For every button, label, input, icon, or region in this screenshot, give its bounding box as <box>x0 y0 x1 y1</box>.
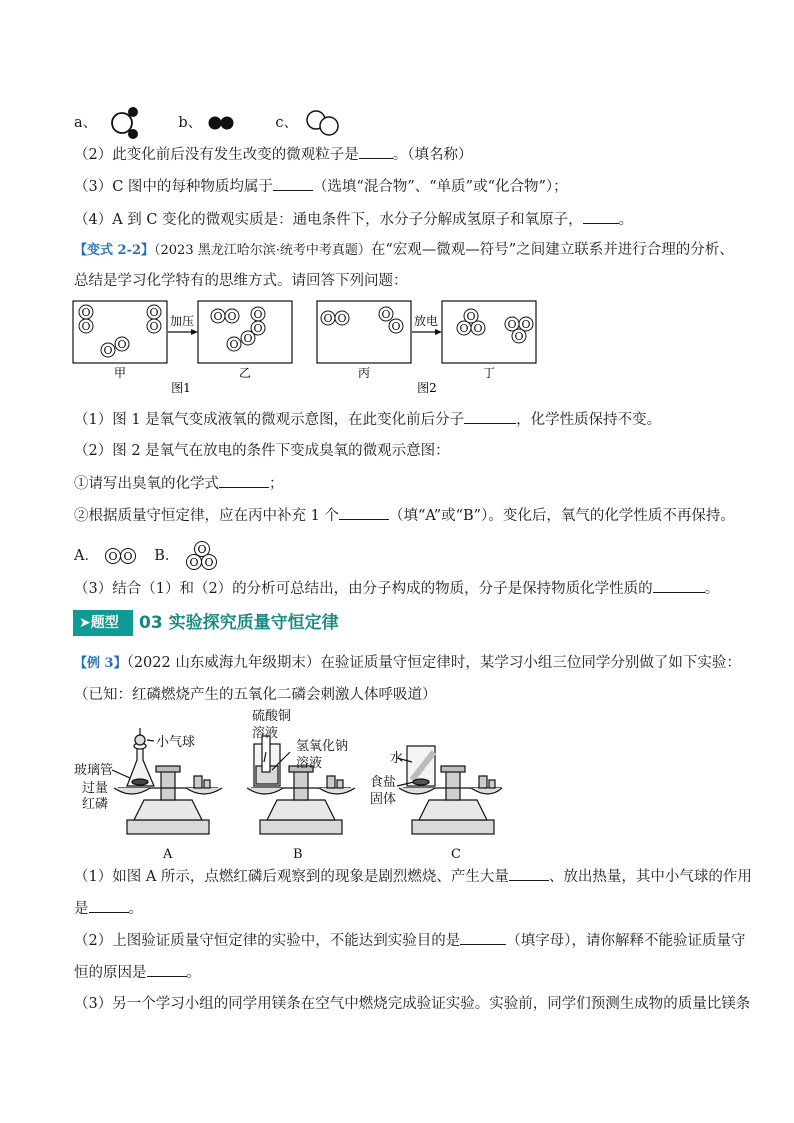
option-row <box>74 106 343 140</box>
section-tag: ➤题型 <box>73 610 133 636</box>
answer-blank[interactable] <box>583 209 619 224</box>
oxygen-atom-label: O <box>323 312 333 325</box>
section-banner <box>73 608 733 638</box>
eq1-line2: 是 <box>74 901 89 917</box>
label-A: A <box>163 847 173 862</box>
example-q1-line2 <box>74 898 143 919</box>
variant-q2a <box>74 473 284 494</box>
q4-text: （4）A 到 C 变化的微观实质是：通电条件下，水分子分解成氢原子和氧原子， <box>74 212 583 228</box>
eq2-line2-tail: 。 <box>186 965 201 981</box>
example-q3: （3）另一个学习小组的同学用镁条在空气中燃烧完成验证实验。实验前，同学们预测生成物的质量比镁条 <box>74 996 751 1012</box>
answer-blank[interactable] <box>509 866 549 881</box>
variant-q2: （2）图 2 是氧气在放电的条件下变成臭氧的微观示意图： <box>74 443 450 459</box>
option-a-label: a、 <box>74 115 98 131</box>
variant-source: （2023 黑龙江哈尔滨·统考中考真题） <box>154 243 371 258</box>
oxygen-atom-label: O <box>81 306 91 319</box>
question-4 <box>74 209 633 230</box>
label-jia: 甲 <box>113 366 127 380</box>
q4-tail: 。 <box>618 212 634 228</box>
eq1-text: （1）如图 A 所示，点燃红磷后观察到的现象是剧烈燃烧、产生大量 <box>74 869 509 885</box>
hydrogen-molecule-icon <box>207 113 237 133</box>
svg-text:O: O <box>123 550 133 563</box>
example-q1 <box>74 866 752 887</box>
label-bing: 丙 <box>357 366 371 380</box>
answer-blank[interactable] <box>460 930 506 945</box>
q2-text: （2）此变化前后没有发生改变的微观粒子是 <box>74 147 359 163</box>
arrow-2-label: 放电 <box>413 314 439 328</box>
oxygen-atom-label: O <box>473 322 483 335</box>
variant-q1 <box>74 409 661 430</box>
oxygen-atom-label: O <box>466 310 476 323</box>
vq3-text: （3）结合（1）和（2）的分析可总结出，由分子构成的物质，分子是保持物质化学性质的 <box>74 581 653 597</box>
q3-text: （3）C 图中的每种物质均属于 <box>74 179 273 195</box>
variant-options <box>74 540 224 572</box>
variant-text: 在“宏观—微观—符号”之间建立联系并进行合理的分析、 <box>370 242 734 258</box>
answer-blank[interactable] <box>147 962 187 977</box>
answer-blank[interactable] <box>464 409 516 424</box>
label-naoh-1: 氢氧化钠 <box>296 739 349 754</box>
svg-text:O: O <box>204 556 214 569</box>
answer-blank[interactable] <box>89 898 129 913</box>
vq1-text: （1）图 1 是氧气变成液氧的微观示意图，在此变化前后分子 <box>74 412 465 428</box>
oxygen-atom-label: O <box>514 330 524 343</box>
oxygen-atom-label: O <box>149 306 159 319</box>
oxygen-atom-label: O <box>507 318 517 331</box>
variant-tag: 【变式 2-2】 <box>74 243 155 258</box>
label-excess: 过量 <box>82 781 109 796</box>
eq2-line2: 恒的原因是 <box>74 965 147 981</box>
oxygen-atom-label: O <box>81 320 91 333</box>
variant-text-line2: 总结是学习化学特有的思维方式。请回答下列问题： <box>74 273 408 289</box>
label-salt-2: 固体 <box>370 792 397 807</box>
option-A-label: A． <box>74 548 99 564</box>
svg-text:O: O <box>108 550 118 563</box>
oxygen-atom-label: O <box>521 318 531 331</box>
oxygen-atom-label: O <box>229 338 239 351</box>
fig1-caption: 图1 <box>171 381 191 395</box>
answer-blank[interactable] <box>339 505 389 520</box>
oxygen-diagram <box>72 298 542 398</box>
eq1-mid: 、放出热量，其中小气球的作用 <box>548 869 752 885</box>
o3-molecule-icon <box>184 540 224 572</box>
oxygen-atom-label: O <box>459 322 469 335</box>
oxygen-atom-label: O <box>213 310 223 323</box>
vq2b-text: ②根据质量守恒定律，应在丙中补充 1 个 <box>74 508 339 524</box>
question-2 <box>74 144 472 165</box>
label-balloon: 小气球 <box>156 735 196 750</box>
option-B-label: B． <box>154 548 180 564</box>
vq2a-tail: ； <box>269 476 284 492</box>
oxygen-atom-label: O <box>243 332 253 345</box>
q2-tail: 。（填名称） <box>392 147 473 163</box>
balance-c <box>399 746 502 834</box>
variant-q3 <box>74 578 719 599</box>
label-yi: 乙 <box>238 366 252 380</box>
q3-tail: （选填“混合物”、“单质”或“化合物”）； <box>312 179 568 195</box>
vq2a-text: ①请写出臭氧的化学式 <box>74 476 219 492</box>
question-3 <box>74 176 568 197</box>
section-title: 03 实验探究质量守恒定律 <box>139 613 339 633</box>
label-cuso4-1: 硫酸铜 <box>252 709 292 724</box>
label-ding: 丁 <box>482 366 496 380</box>
vq2b-tail: （填“A”或“B”）。变化后，氧气的化学性质不再保持。 <box>388 508 735 524</box>
example-header <box>74 653 741 674</box>
variant-q2b <box>74 505 735 526</box>
eq2-mid: （填字母），请你解释不能验证质量守 <box>506 933 746 949</box>
svg-text:O: O <box>197 543 207 556</box>
oxygen-atom-label: O <box>391 320 401 333</box>
label-C: C <box>451 847 461 862</box>
fig2-caption: 图2 <box>417 381 437 395</box>
answer-blank[interactable] <box>359 144 393 159</box>
vq3-tail: 。 <box>704 581 720 597</box>
option-c-label: c、 <box>275 115 299 131</box>
variant-header <box>74 240 734 261</box>
vq1-tail: ，化学性质保持不变。 <box>516 412 662 428</box>
label-glass-tube: 玻璃管 <box>74 763 114 778</box>
answer-blank[interactable] <box>219 473 269 488</box>
example-q2 <box>74 930 745 951</box>
example-text: （2022 山东威海九年级期末）在验证质量守恒定律时，某学习小组三位同学分别做了如下实验： <box>126 655 741 671</box>
o2-molecule-icon <box>104 546 140 566</box>
arrow-1-label: 加压 <box>169 314 195 328</box>
oxygen-atom-label: O <box>117 338 127 351</box>
water-molecule-icon <box>104 106 144 140</box>
label-red-p: 红磷 <box>82 797 109 812</box>
oxygen-atom-label: O <box>253 308 263 321</box>
oxygen-atom-label: O <box>253 322 263 335</box>
eq2-text: （2）上图验证质量守恒定律的实验中，不能达到实验目的是 <box>74 933 461 949</box>
oxygen-atom-label: O <box>227 310 237 323</box>
label-salt-1: 食盐 <box>370 775 397 790</box>
oxygen-atom-label: O <box>149 320 159 333</box>
oxygen-atom-label: O <box>103 344 113 357</box>
label-cuso4-2: 溶液 <box>252 726 279 741</box>
example-tag: 【例 3】 <box>74 656 127 671</box>
svg-text:O: O <box>189 556 199 569</box>
label-naoh-2: 溶液 <box>296 756 323 771</box>
eq1-line2-tail: 。 <box>128 901 143 917</box>
label-B: B <box>293 847 303 862</box>
answer-blank[interactable] <box>273 176 313 191</box>
option-b-label: b、 <box>178 115 203 131</box>
answer-blank[interactable] <box>653 578 705 593</box>
example-note: （已知：红磷燃烧产生的五氧化二磷会刺激人体呼吸道） <box>74 687 437 703</box>
apparatus-figure <box>72 708 502 863</box>
example-q2-line2 <box>74 962 201 983</box>
oxygen-atom-label: O <box>381 308 391 321</box>
label-water: 水 <box>390 751 404 766</box>
oxygen-atom-label: O <box>337 312 347 325</box>
oxygen-molecule-icon <box>303 108 343 138</box>
